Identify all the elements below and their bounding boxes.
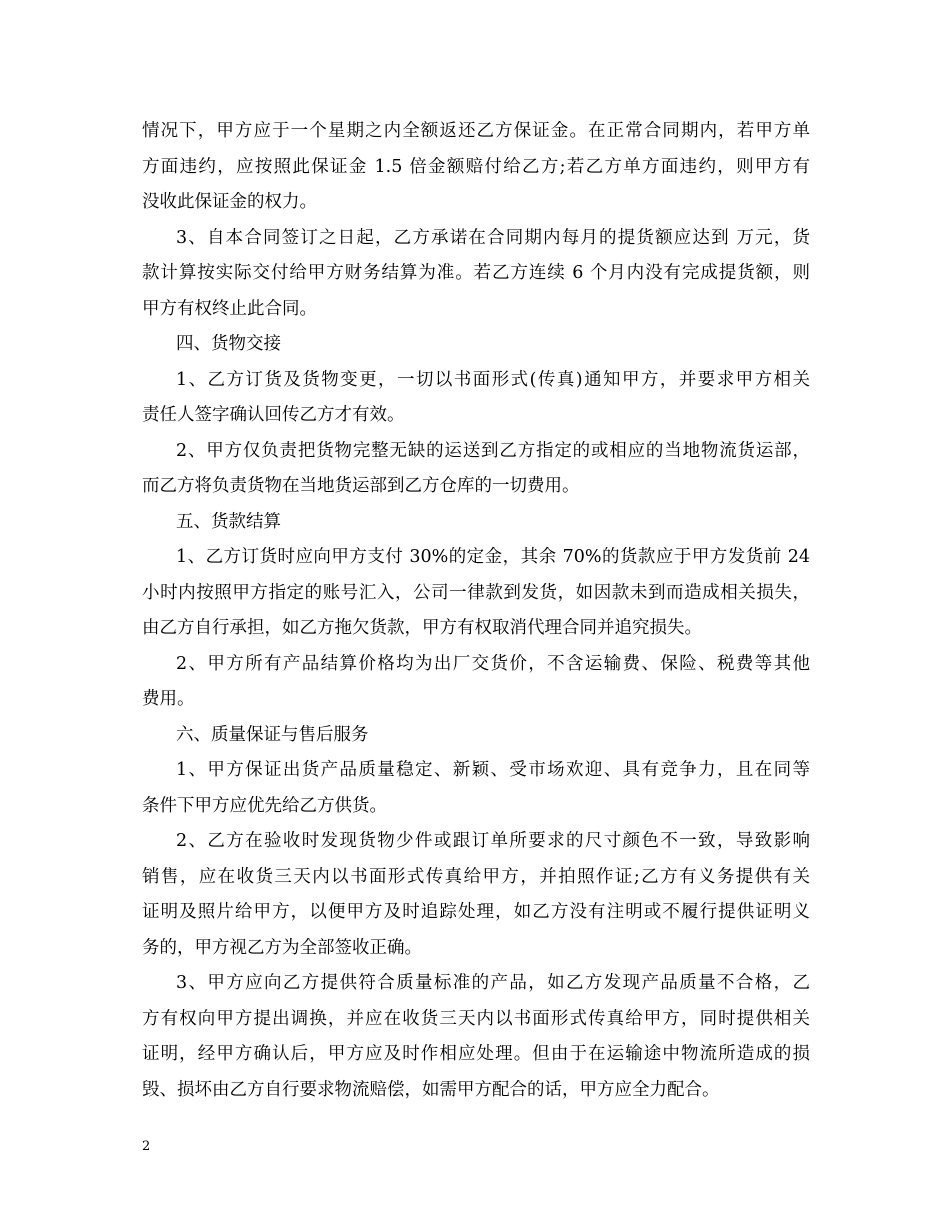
section-heading: 六、质量保证与售后服务 <box>176 724 369 745</box>
paragraph-line: 情况下，甲方应于一个星期之内全额返还乙方保证金。在正常合同期内，若甲方单 <box>142 121 810 141</box>
paragraph-line: 没收此保证金的权力。 <box>142 192 317 212</box>
section-heading: 五、货款结算 <box>176 511 281 532</box>
paragraph-line: 1、乙方订货及货物变更，一切以书面形式(传真)通知甲方，并要求甲方相关 <box>176 369 810 390</box>
paragraph-line: 证明及照片给甲方，以便甲方及时追踪处理，如乙方没有注明或不履行提供证明义 <box>142 902 810 922</box>
paragraph-line: 务的，甲方视乙方为全部签收正确。 <box>142 937 422 958</box>
paragraph-line: 方有权向甲方提出调换，并应在收货三天内以书面形式传真给甲方，同时提供相关 <box>142 1008 810 1029</box>
section-heading: 四、货物交接 <box>176 334 281 354</box>
paragraph-line: 1、乙方订货时应向甲方支付 30%的定金，其余 70%的货款应于甲方发货前 24 <box>176 547 810 567</box>
document-body <box>142 117 810 1111</box>
paragraph-line: 证明，经甲方确认后，甲方应及时作相应处理。但由于在运输途中物流所造成的损 <box>142 1044 810 1064</box>
paragraph-line: 甲方有权终止此合同。 <box>142 298 317 319</box>
paragraph-line: 责任人签字确认回传乙方才有效。 <box>142 405 405 425</box>
paragraph-line: 款计算按实际交付给甲方财务结算为准。若乙方连续 6 个月内没有完成提货额，则 <box>142 263 810 283</box>
paragraph-line: 2、甲方仅负责把货物完整无缺的运送到乙方指定的或相应的当地物流货运部， <box>176 440 810 461</box>
paragraph-line: 2、乙方在验收时发现货物少件或跟订单所要求的尺寸颜色不一致，导致影响 <box>176 831 810 851</box>
paragraph-line: 条件下甲方应优先给乙方供货。 <box>142 795 387 816</box>
paragraph-line: 2、甲方所有产品结算价格均为出厂交货价，不含运输费、保险、税费等其他 <box>176 653 810 674</box>
paragraph-line: 1、甲方保证出货产品质量稳定、新颖、受市场欢迎、具有竞争力，且在同等 <box>176 760 810 780</box>
paragraph-line: 方面违约，应按照此保证金 1.5 倍金额赔付给乙方;若乙方单方面违约，则甲方有 <box>142 156 810 177</box>
paragraph-line: 小时内按照甲方指定的账号汇入，公司一律款到发货，如因款未到而造成相关损失， <box>142 582 810 603</box>
paragraph-line: 费用。 <box>142 689 195 709</box>
paragraph-line: 销售，应在收货三天内以书面形式传真给甲方，并拍照作证;乙方有义务提供有关 <box>142 866 810 887</box>
paragraph-line: 而乙方将负责货物在当地货运部到乙方仓库的一切费用。 <box>142 476 580 496</box>
paragraph-line: 3、甲方应向乙方提供符合质量标准的产品，如乙方发现产品质量不合格，乙 <box>176 973 810 993</box>
paragraph-line: 由乙方自行承担，如乙方拖欠货款，甲方有权取消代理合同并追究损失。 <box>142 618 702 638</box>
paragraph-line: 毁、损坏由乙方自行要求物流赔偿，如需甲方配合的话，甲方应全力配合。 <box>142 1079 720 1100</box>
page-number: 2 <box>142 1139 151 1154</box>
paragraph-line: 3、自本合同签订之日起，乙方承诺在合同期内每月的提货额应达到 万元，货 <box>176 227 810 248</box>
